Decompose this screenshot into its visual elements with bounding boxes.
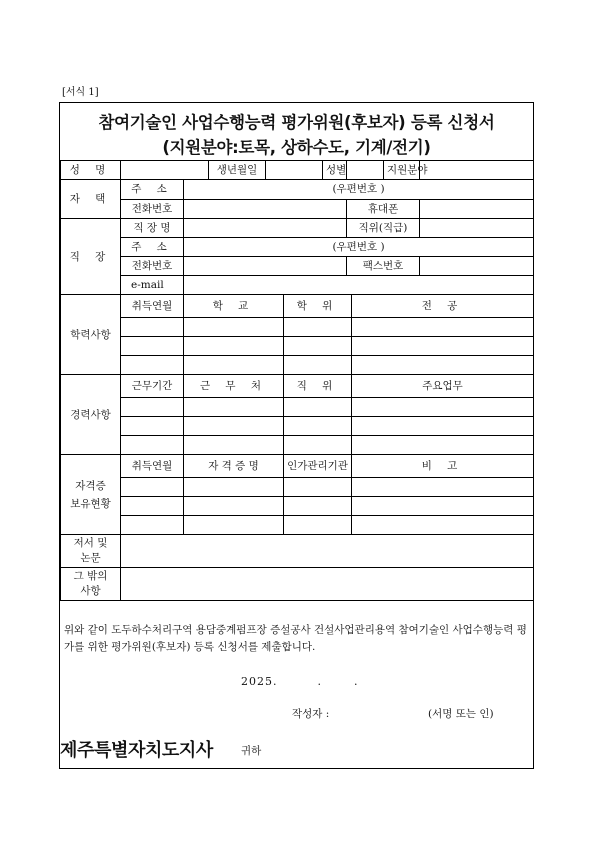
license-cell[interactable] — [284, 478, 352, 497]
home-phone-field[interactable] — [184, 199, 347, 219]
career-section-label: 경력사항 — [61, 375, 121, 455]
submission-date — [241, 675, 359, 688]
license-cell[interactable] — [184, 497, 284, 516]
papers-label — [61, 535, 121, 568]
license-header-name: 자 격 증 명 — [184, 455, 284, 478]
career-cell[interactable] — [284, 436, 352, 455]
name-label: 성 명 — [61, 161, 121, 180]
career-header-period: 근무기간 — [121, 375, 184, 398]
home-phone-label: 전화번호 — [121, 199, 184, 219]
license-cell[interactable] — [121, 516, 184, 535]
home-address-field[interactable]: (우편번호 ) — [184, 180, 534, 200]
career-cell[interactable] — [352, 417, 534, 436]
license-header-agency: 인가관리기관 — [284, 455, 352, 478]
education-header-degree: 학 위 — [284, 295, 352, 318]
signature-label[interactable]: (서명 또는 인) — [428, 708, 494, 720]
education-section-label: 학력사항 — [61, 295, 121, 375]
career-cell[interactable] — [352, 436, 534, 455]
workplace-label: 직 장 명 — [121, 219, 184, 238]
career-cell[interactable] — [284, 417, 352, 436]
date-day-dot: . — [354, 675, 359, 688]
career-cell[interactable] — [352, 398, 534, 417]
career-header-duties: 주요업무 — [352, 375, 534, 398]
education-cell[interactable] — [121, 318, 184, 337]
career-cell[interactable] — [284, 398, 352, 417]
gender-field[interactable] — [347, 161, 384, 180]
work-section-label: 직 장 — [61, 219, 121, 295]
career-cell[interactable] — [184, 417, 284, 436]
addressee: 제주특별자치도지사 — [60, 740, 213, 761]
career-cell[interactable] — [121, 398, 184, 417]
work-address-label: 주 소 — [121, 238, 184, 257]
license-cell[interactable] — [121, 478, 184, 497]
education-header-school: 학 교 — [184, 295, 284, 318]
career-cell[interactable] — [121, 417, 184, 436]
field-label: 지원분야 — [384, 161, 420, 180]
career-header-position: 직 위 — [284, 375, 352, 398]
papers-label-line1: 저서 및 — [73, 537, 108, 549]
education-cell[interactable] — [184, 318, 284, 337]
papers-label-line2: 논문 — [80, 552, 101, 564]
papers-field[interactable] — [121, 535, 534, 568]
email-label: e-mail — [121, 276, 184, 295]
license-cell[interactable] — [184, 516, 284, 535]
career-cell[interactable] — [121, 436, 184, 455]
education-cell[interactable] — [352, 356, 534, 375]
email-field[interactable] — [184, 276, 534, 295]
date-year: 2025. — [241, 675, 278, 688]
position-field[interactable] — [420, 219, 534, 238]
license-cell[interactable] — [352, 497, 534, 516]
education-cell[interactable] — [121, 337, 184, 356]
field-input[interactable] — [420, 161, 534, 180]
license-cell[interactable] — [352, 478, 534, 497]
education-cell[interactable] — [352, 337, 534, 356]
education-header-major: 전 공 — [352, 295, 534, 318]
writer-label: 작성자 : — [292, 708, 330, 720]
name-field[interactable] — [121, 161, 209, 180]
education-header-date: 취득연월 — [121, 295, 184, 318]
gender-label: 성별 — [323, 161, 347, 180]
education-cell[interactable] — [284, 318, 352, 337]
applicant-table — [60, 160, 534, 601]
education-cell[interactable] — [352, 318, 534, 337]
license-cell[interactable] — [184, 478, 284, 497]
education-cell[interactable] — [121, 356, 184, 375]
work-phone-label: 전화번호 — [121, 257, 184, 276]
mobile-field[interactable] — [420, 199, 534, 219]
license-header-date: 취득연월 — [121, 455, 184, 478]
education-cell[interactable] — [184, 356, 284, 375]
work-phone-field[interactable] — [184, 257, 347, 276]
home-section-label: 자 택 — [61, 180, 121, 219]
fax-field[interactable] — [420, 257, 534, 276]
education-cell[interactable] — [284, 356, 352, 375]
birthdate-label: 생년월일 — [209, 161, 266, 180]
license-cell[interactable] — [121, 497, 184, 516]
mobile-label: 휴대폰 — [347, 199, 420, 219]
form-title: 참여기술인 사업수행능력 평가위원(후보자) 등록 신청서 — [98, 113, 495, 132]
other-label-line2: 사항 — [80, 585, 101, 597]
license-cell[interactable] — [284, 516, 352, 535]
career-cell[interactable] — [184, 436, 284, 455]
education-cell[interactable] — [284, 337, 352, 356]
other-label — [61, 568, 121, 601]
birthdate-field[interactable] — [266, 161, 323, 180]
education-cell[interactable] — [184, 337, 284, 356]
license-header-note: 비 고 — [352, 455, 534, 478]
license-section-label — [61, 455, 121, 535]
other-field[interactable] — [121, 568, 534, 601]
form-subtitle: (지원분야:토목, 상하수도, 기계/전기) — [162, 138, 431, 157]
other-label-line1: 그 밖의 — [73, 570, 108, 582]
home-address-label: 주 소 — [121, 180, 184, 200]
license-cell[interactable] — [284, 497, 352, 516]
license-cell[interactable] — [352, 516, 534, 535]
position-label: 직위(직급) — [347, 219, 420, 238]
fax-label: 팩스번호 — [347, 257, 420, 276]
declaration-text: 위와 같이 도두하수처리구역 용담중계펌프장 증설공사 건설사업관리용역 참여기술인 사업수행능력 평가를 위한 평가위원(후보자) 등록 신청서를 제출합니다. — [64, 624, 527, 653]
career-cell[interactable] — [184, 398, 284, 417]
form-number: [서식 1] — [62, 87, 99, 98]
license-label-line1: 자격증 — [75, 479, 106, 492]
license-label-line2: 보유현황 — [70, 497, 111, 510]
honorific: 귀하 — [241, 745, 262, 757]
date-month-dot: . — [317, 675, 322, 688]
workplace-field[interactable] — [184, 219, 347, 238]
career-header-workplace: 근 무 처 — [184, 375, 284, 398]
application-form — [59, 102, 534, 769]
work-address-field[interactable]: (우편번호 ) — [184, 238, 534, 257]
